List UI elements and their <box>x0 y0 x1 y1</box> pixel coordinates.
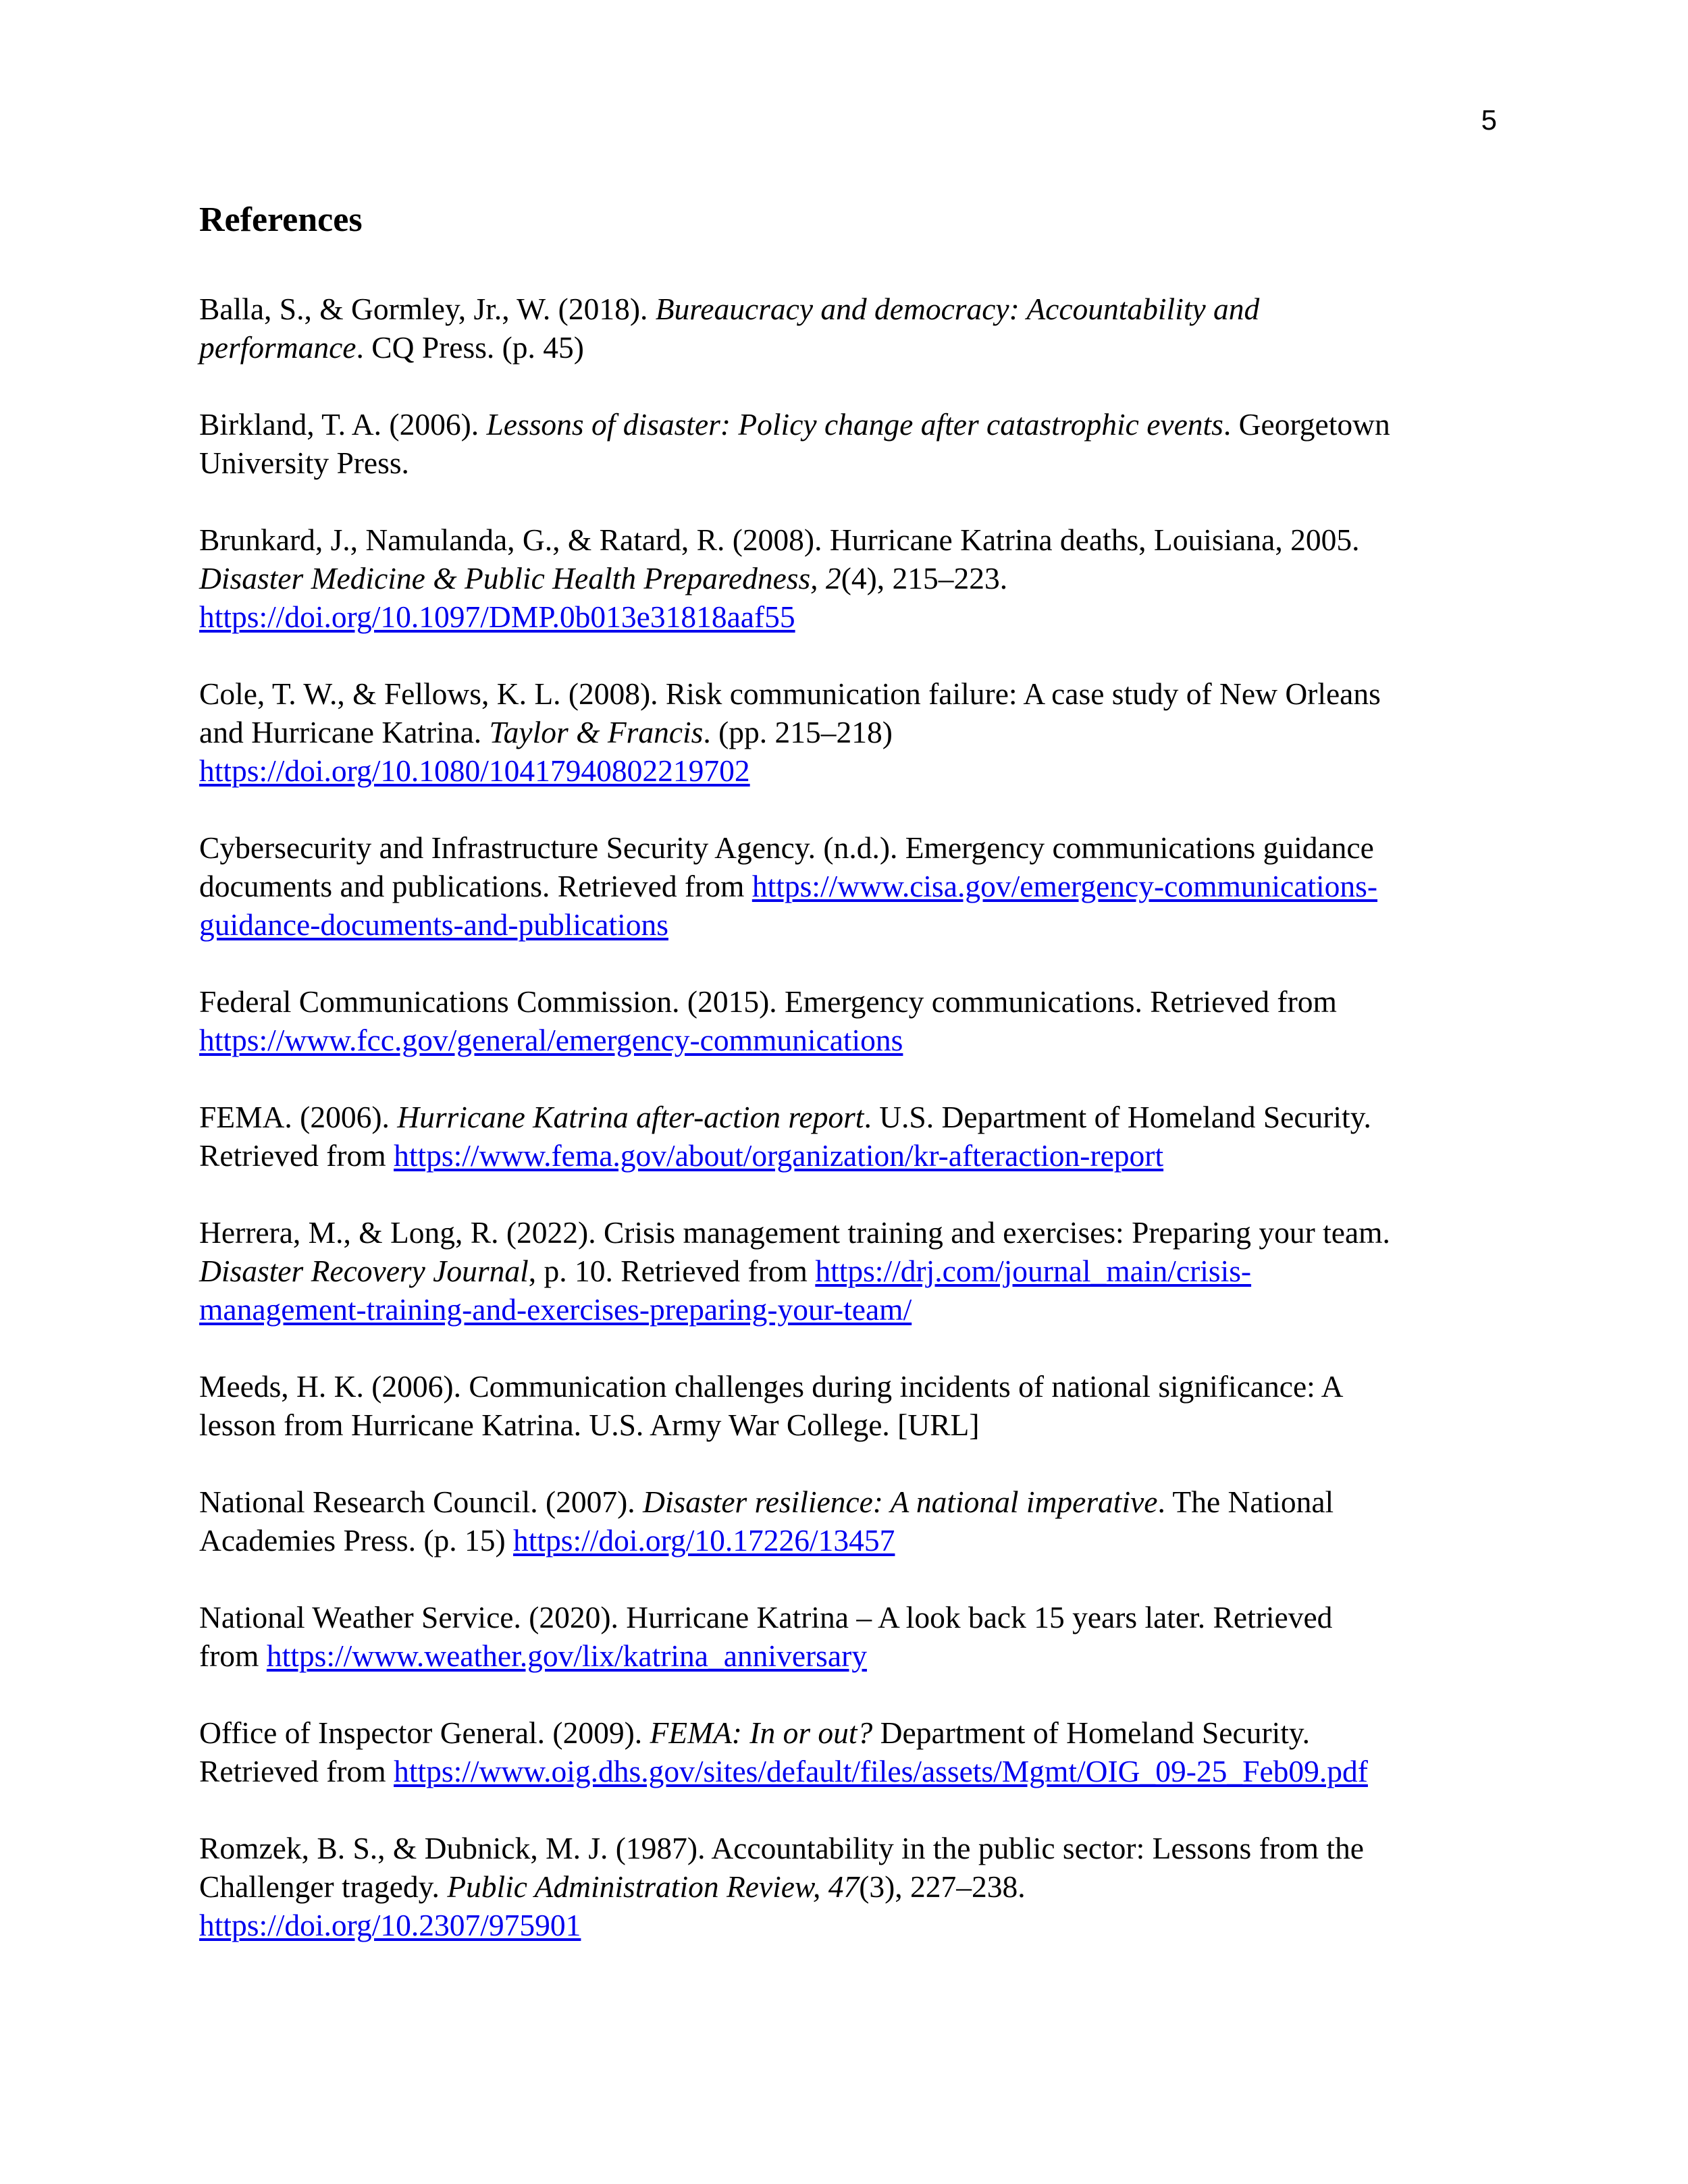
reference-text: Department of Homeland Security. <box>872 1715 1311 1750</box>
reference-link[interactable]: management-training-and-exercises-preparing-your-team/ <box>199 1292 912 1327</box>
reference-entry <box>199 674 1502 790</box>
reference-entry <box>199 1483 1502 1560</box>
reference-text: documents and publications. Retrieved from <box>199 869 752 903</box>
reference-title-italic: Disaster Medicine & Public Health Preparedness, 2 <box>199 561 841 595</box>
reference-text: Meeds, H. K. (2006). Communication challenges during incidents of national significance: A <box>199 1369 1344 1404</box>
reference-entry <box>199 1598 1502 1675</box>
reference-link[interactable]: https://doi.org/10.1080/10417940802219702 <box>199 753 750 788</box>
reference-entry <box>199 1713 1502 1790</box>
reference-entry <box>199 982 1502 1059</box>
reference-text: National Weather Service. (2020). Hurricane Katrina – A look back 15 years later. Retrieved <box>199 1600 1333 1634</box>
reference-entry <box>199 405 1502 482</box>
reference-text: Romzek, B. S., & Dubnick, M. J. (1987). Accountability in the public sector: Lessons from the <box>199 1831 1364 1865</box>
reference-text: (3), 227–238. <box>859 1869 1026 1904</box>
reference-title-italic: Lessons of disaster: Policy change after catastrophic events <box>486 407 1223 442</box>
reference-text: FEMA. (2006). <box>199 1100 398 1134</box>
reference-title-italic: Disaster Recovery Journal <box>199 1254 529 1288</box>
reference-text: Balla, S., & Gormley, Jr., W. (2018). <box>199 292 656 326</box>
reference-link[interactable]: https://www.weather.gov/lix/katrina_anniversary <box>266 1639 867 1673</box>
reference-text: from <box>199 1639 267 1673</box>
reference-text: lesson from Hurricane Katrina. U.S. Army War College. [URL] <box>199 1408 980 1442</box>
reference-link[interactable]: https://www.fcc.gov/general/emergency-communications <box>199 1023 903 1057</box>
reference-entry <box>199 1213 1502 1329</box>
reference-text: University Press. <box>199 446 409 480</box>
reference-text: . CQ Press. (p. 45) <box>356 330 584 365</box>
reference-text: . Georgetown <box>1223 407 1390 442</box>
reference-title-italic: performance <box>199 330 357 365</box>
reference-title-italic: Taylor & Francis <box>489 715 704 749</box>
reference-text: Brunkard, J., Namulanda, G., & Ratard, R. (2008). Hurricane Katrina deaths, Louisiana, 2005. <box>199 523 1360 557</box>
reference-text: Federal Communications Commission. (2015). Emergency communications. Retrieved from <box>199 984 1337 1019</box>
reference-text: Challenger tragedy. <box>199 1869 448 1904</box>
reference-link[interactable]: guidance-documents-and-publications <box>199 907 668 942</box>
reference-text: and Hurricane Katrina. <box>199 715 490 749</box>
reference-entry <box>199 1098 1502 1175</box>
reference-entry <box>199 290 1502 367</box>
reference-title-italic: Disaster resilience: A national imperative <box>643 1485 1158 1519</box>
reference-text: Retrieved from <box>199 1754 394 1788</box>
reference-title-italic: FEMA: In or out? <box>650 1715 873 1750</box>
reference-entry <box>199 1367 1502 1444</box>
reference-title-italic: Public Administration Review, 47 <box>447 1869 860 1904</box>
references-list <box>199 290 1502 1944</box>
reference-entry <box>199 1829 1502 1944</box>
reference-text: Cybersecurity and Infrastructure Security Agency. (n.d.). Emergency communications guidance <box>199 830 1374 865</box>
reference-text: Academies Press. (p. 15) <box>199 1523 513 1557</box>
reference-title-italic: Bureaucracy and democracy: Accountability and <box>655 292 1260 326</box>
reference-entry <box>199 521 1502 636</box>
reference-text: Birkland, T. A. (2006). <box>199 407 487 442</box>
reference-link[interactable]: https://www.oig.dhs.gov/sites/default/files/assets/Mgmt/OIG_09-25_Feb09.pdf <box>394 1754 1368 1788</box>
reference-text: . The National <box>1157 1485 1334 1519</box>
reference-text: Retrieved from <box>199 1138 394 1173</box>
reference-text: . U.S. Department of Homeland Security. <box>864 1100 1371 1134</box>
reference-text: . (pp. 215–218) <box>703 715 893 749</box>
references-heading: References <box>199 201 363 239</box>
reference-text: Cole, T. W., & Fellows, K. L. (2008). Risk communication failure: A case study of New Orleans <box>199 676 1381 711</box>
reference-link[interactable]: https://www.fema.gov/about/organization/kr-afteraction-report <box>394 1138 1164 1173</box>
reference-text: Office of Inspector General. (2009). <box>199 1715 650 1750</box>
reference-title-italic: Hurricane Katrina after-action report <box>397 1100 864 1134</box>
reference-link[interactable]: https://www.cisa.gov/emergency-communications- <box>751 869 1378 903</box>
page-number: 5 <box>1481 104 1497 136</box>
reference-text: Herrera, M., & Long, R. (2022). Crisis management training and exercises: Preparing your team. <box>199 1215 1390 1250</box>
reference-text: , p. 10. Retrieved from <box>528 1254 816 1288</box>
reference-entry <box>199 828 1502 944</box>
references-section <box>199 199 1502 1983</box>
reference-link[interactable]: https://drj.com/journal_main/crisis- <box>815 1254 1252 1288</box>
reference-text: National Research Council. (2007). <box>199 1485 643 1519</box>
reference-text: (4), 215–223. <box>841 561 1008 595</box>
reference-link[interactable]: https://doi.org/10.17226/13457 <box>513 1523 895 1557</box>
reference-link[interactable]: https://doi.org/10.1097/DMP.0b013e31818aaf55 <box>199 600 795 634</box>
reference-link[interactable]: https://doi.org/10.2307/975901 <box>199 1908 581 1942</box>
